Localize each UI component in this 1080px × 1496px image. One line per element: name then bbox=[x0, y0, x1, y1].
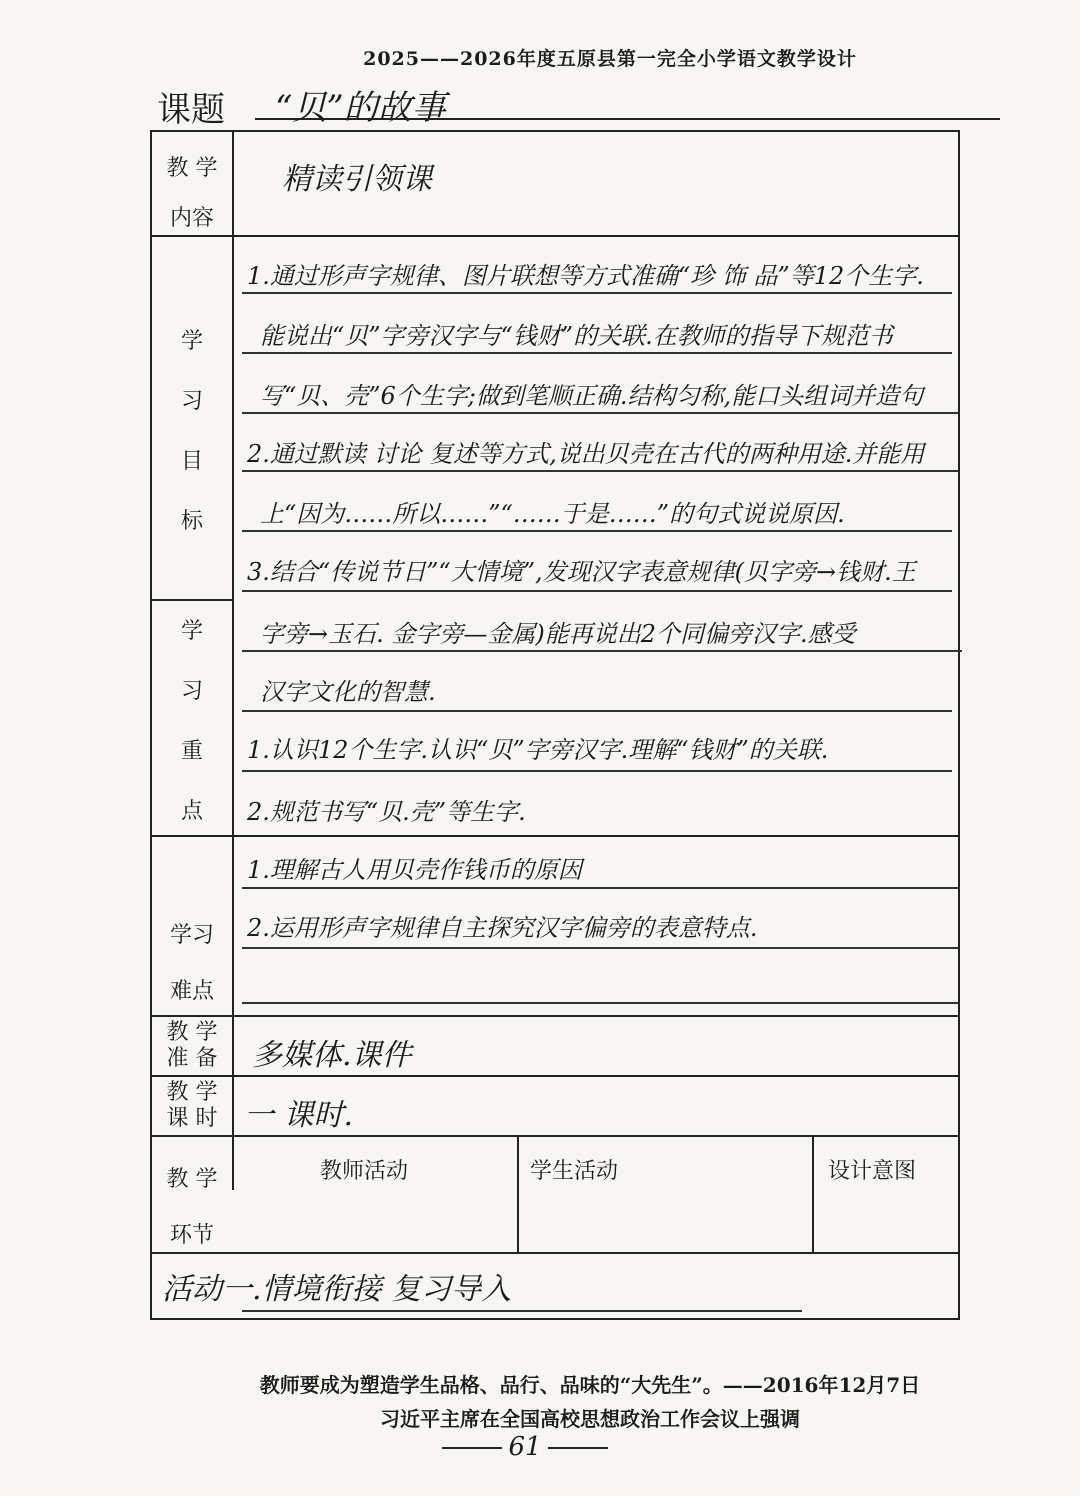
stage-column-divider bbox=[517, 1135, 519, 1252]
objective-line: 1.通过形声字规律、图片联想等方式准确“珍 饰 品”等12个生字. bbox=[247, 262, 924, 290]
row-divider bbox=[152, 599, 232, 601]
label-column-divider bbox=[232, 132, 234, 1190]
writing-line bbox=[242, 530, 952, 532]
stage-column-divider bbox=[812, 1135, 814, 1252]
preparation-label: 教 学 准 备 bbox=[166, 1020, 218, 1071]
preparation-value: 多媒体.课件 bbox=[252, 1038, 412, 1073]
row-divider bbox=[152, 835, 958, 837]
writing-line bbox=[242, 352, 952, 354]
footer-quote bbox=[150, 1368, 1030, 1436]
objective-line: 3.结合“传说节日”“大情境”,发现汉字表意规律(贝字旁→钱财.王 bbox=[247, 558, 916, 586]
row-divider bbox=[152, 1252, 958, 1254]
writing-line bbox=[242, 1310, 802, 1312]
page-number-dash bbox=[442, 1447, 502, 1449]
writing-line bbox=[242, 292, 952, 294]
key-points-label: 学 习 重 点 bbox=[180, 619, 203, 824]
duration-label: 教 学 课 时 bbox=[166, 1080, 218, 1131]
page-number-dash bbox=[548, 1447, 608, 1449]
content-value: 精读引领课 bbox=[282, 162, 432, 197]
footer-line-1: 教师要成为塑造学生品格、品行、品味的“大先生”。——2016年12月7日 bbox=[259, 1373, 921, 1397]
row-divider bbox=[152, 1015, 958, 1017]
subject-value: “贝”的故事 bbox=[275, 88, 446, 128]
page-number: 61 bbox=[420, 1432, 630, 1462]
subject-label: 课题 bbox=[157, 90, 225, 130]
row-divider bbox=[152, 1075, 958, 1077]
writing-line bbox=[242, 470, 958, 472]
teacher-activity-header: 教师活动 bbox=[320, 1159, 409, 1184]
writing-line bbox=[242, 710, 952, 712]
objective-line: 写“贝、壳”6个生字;做到笔顺正确.结构匀称,能口头组词并造句 bbox=[260, 382, 924, 410]
key-point-line: 1.认识12个生字.认识“贝”字旁汉字.理解“钱财”的关联. bbox=[247, 736, 829, 764]
writing-line bbox=[242, 590, 952, 592]
writing-line bbox=[242, 412, 958, 414]
objectives-label: 学 习 目 标 bbox=[180, 329, 203, 534]
row-divider bbox=[152, 235, 958, 237]
activity-one: 活动一.情境衔接 复习导入 bbox=[162, 1272, 512, 1307]
subject-underline bbox=[255, 118, 1000, 120]
difficulty-line: 2.运用形声字规律自主探究汉字偏旁的表意特点. bbox=[247, 914, 758, 942]
key-point-line: 2.规范书写“贝.壳”等生字. bbox=[247, 798, 526, 826]
difficulties-label: 学习 难点 bbox=[169, 923, 214, 1004]
writing-line bbox=[242, 650, 962, 652]
objective-line: 上“因为……所以……”“……于是……”的句式说说原因. bbox=[260, 500, 845, 528]
writing-line bbox=[242, 1002, 958, 1004]
row-divider bbox=[152, 1135, 958, 1137]
duration-value: 一 课时. bbox=[244, 1098, 354, 1133]
objective-line: 2.通过默读 讨论 复述等方式,说出贝壳在古代的两种用途.并能用 bbox=[247, 440, 925, 468]
stage-label: 教 学 环节 bbox=[166, 1167, 218, 1248]
writing-line bbox=[242, 770, 952, 772]
writing-line bbox=[242, 947, 958, 949]
footer-line-2: 习近平主席在全国高校思想政治工作会议上强调 bbox=[380, 1407, 800, 1431]
lesson-plan-table bbox=[150, 130, 960, 1320]
objective-line: 字旁→玉石. 金字旁—金属)能再说出2个同偏旁汉字.感受 bbox=[260, 620, 856, 648]
design-intent-header: 设计意图 bbox=[828, 1159, 917, 1184]
document-header: 2025——2026年度五原县第一完全小学语文教学设计 bbox=[363, 48, 857, 70]
objective-line: 能说出“贝”字旁汉字与“钱财”的关联.在教师的指导下规范书 bbox=[260, 322, 893, 350]
difficulty-line: 1.理解古人用贝壳作钱币的原因 bbox=[247, 856, 582, 884]
student-activity-header: 学生活动 bbox=[530, 1159, 619, 1184]
subject-row bbox=[155, 78, 1005, 130]
objective-line: 汉字文化的智慧. bbox=[260, 678, 436, 706]
writing-line bbox=[242, 887, 958, 889]
content-label: 教 学 内容 bbox=[166, 156, 218, 231]
